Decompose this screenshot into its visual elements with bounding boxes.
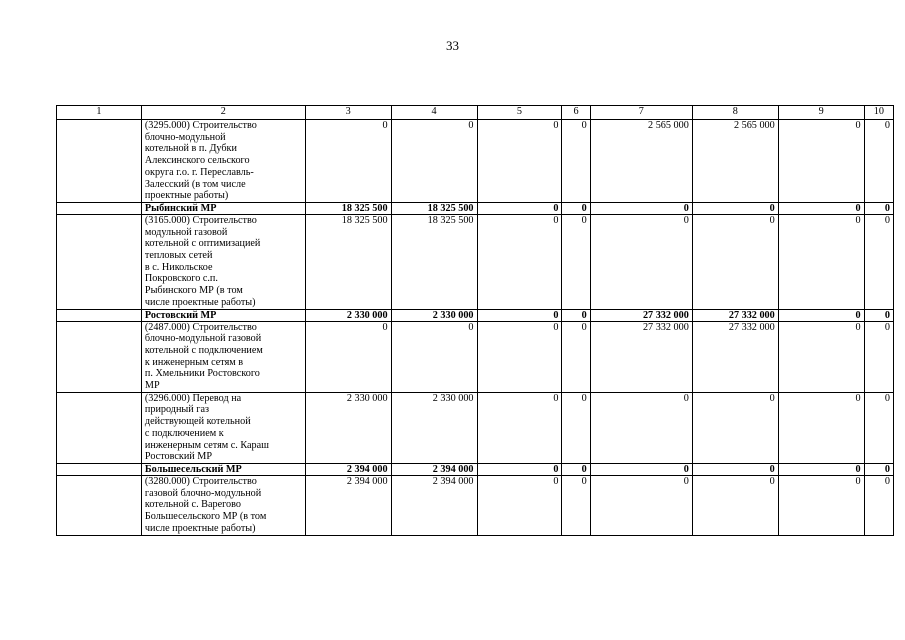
amount-cell-col3: 2 394 000 [305,463,391,475]
amount-cell-col10: 0 [864,309,893,321]
object-description-cell: (3280.000) Строительство газовой блочно-модульной котельной с. Варегово Большесельского МР (в том числе проектные работы) [141,475,305,535]
column-header-10: 10 [864,106,893,120]
index-cell [57,309,142,321]
amount-cell-col6: 0 [562,309,590,321]
index-cell [57,321,142,392]
amount-cell-col4: 0 [391,120,477,203]
index-cell [57,475,142,535]
table-row [57,392,894,463]
table-body [57,120,894,536]
table-row [57,120,894,203]
amount-cell-col8: 0 [692,392,778,463]
column-header-6: 6 [562,106,590,120]
amount-cell-col8: 27 332 000 [692,309,778,321]
index-cell [57,392,142,463]
amount-cell-col8: 0 [692,214,778,309]
amount-cell-col5: 0 [477,475,562,535]
amount-cell-col9: 0 [778,309,864,321]
group-row [57,309,894,321]
amount-cell-col5: 0 [477,392,562,463]
amount-cell-col4: 2 330 000 [391,392,477,463]
column-header-8: 8 [692,106,778,120]
amount-cell-col9: 0 [778,475,864,535]
amount-cell-col6: 0 [562,120,590,203]
column-header-7: 7 [590,106,692,120]
amount-cell-col7: 0 [590,214,692,309]
amount-cell-col3: 2 330 000 [305,392,391,463]
amount-cell-col7: 0 [590,463,692,475]
column-header-3: 3 [305,106,391,120]
object-description-cell: Рыбинский МР [141,202,305,214]
amount-cell-col4: 2 394 000 [391,475,477,535]
amount-cell-col7: 2 565 000 [590,120,692,203]
amount-cell-col6: 0 [562,475,590,535]
amount-cell-col7: 0 [590,392,692,463]
table-row [57,214,894,309]
amount-cell-col4: 0 [391,321,477,392]
amount-cell-col3: 18 325 500 [305,214,391,309]
amount-cell-col5: 0 [477,309,562,321]
table-header [57,106,894,120]
amount-cell-col4: 2 330 000 [391,309,477,321]
amount-cell-col5: 0 [477,321,562,392]
amount-cell-col7: 27 332 000 [590,309,692,321]
amount-cell-col9: 0 [778,202,864,214]
amount-cell-col6: 0 [562,463,590,475]
object-description-cell: (3296.000) Перевод на природный газ действующей котельной с подключением к инженерным сетям с. Караш Ростовский МР [141,392,305,463]
page-number: 33 [446,38,459,53]
budget-table [56,105,894,536]
index-cell [57,463,142,475]
amount-cell-col6: 0 [562,392,590,463]
amount-cell-col6: 0 [562,202,590,214]
amount-cell-col10: 0 [864,214,893,309]
amount-cell-col10: 0 [864,475,893,535]
object-description-cell: (3295.000) Строительство блочно-модульной котельной в п. Дубки Алексинского сельского округа г.о. г. Переславль- Залесский (в том числе проектные работы) [141,120,305,203]
column-header-1: 1 [57,106,142,120]
amount-cell-col10: 0 [864,321,893,392]
amount-cell-col10: 0 [864,392,893,463]
amount-cell-col3: 2 394 000 [305,475,391,535]
amount-cell-col8: 2 565 000 [692,120,778,203]
table-row [57,321,894,392]
amount-cell-col4: 18 325 500 [391,202,477,214]
amount-cell-col8: 27 332 000 [692,321,778,392]
amount-cell-col5: 0 [477,214,562,309]
amount-cell-col5: 0 [477,202,562,214]
index-cell [57,202,142,214]
column-header-9: 9 [778,106,864,120]
amount-cell-col5: 0 [477,120,562,203]
header-row [57,106,894,120]
amount-cell-col6: 0 [562,214,590,309]
index-cell [57,120,142,203]
amount-cell-col8: 0 [692,463,778,475]
column-header-2: 2 [141,106,305,120]
object-description-cell: Ростовский МР [141,309,305,321]
amount-cell-col10: 0 [864,202,893,214]
amount-cell-col4: 18 325 500 [391,214,477,309]
amount-cell-col9: 0 [778,214,864,309]
amount-cell-col9: 0 [778,463,864,475]
amount-cell-col9: 0 [778,392,864,463]
amount-cell-col10: 0 [864,120,893,203]
amount-cell-col3: 18 325 500 [305,202,391,214]
amount-cell-col7: 0 [590,475,692,535]
amount-cell-col9: 0 [778,321,864,392]
amount-cell-col8: 0 [692,202,778,214]
column-header-4: 4 [391,106,477,120]
object-description-cell: Большесельский МР [141,463,305,475]
amount-cell-col8: 0 [692,475,778,535]
amount-cell-col3: 0 [305,120,391,203]
amount-cell-col3: 2 330 000 [305,309,391,321]
amount-cell-col6: 0 [562,321,590,392]
amount-cell-col5: 0 [477,463,562,475]
amount-cell-col4: 2 394 000 [391,463,477,475]
amount-cell-col10: 0 [864,463,893,475]
object-description-cell: (3165.000) Строительство модульной газовой котельной с оптимизацией тепловых сетей в с. Никольское Покровского с.п. Рыбинского МР (в том числе проектные работы) [141,214,305,309]
amount-cell-col9: 0 [778,120,864,203]
table-row [57,475,894,535]
object-description-cell: (2487.000) Строительство блочно-модульной газовой котельной с подключением к инженерным сетям в п. Хмельники Ростовского МР [141,321,305,392]
amount-cell-col3: 0 [305,321,391,392]
amount-cell-col7: 27 332 000 [590,321,692,392]
group-row [57,202,894,214]
index-cell [57,214,142,309]
amount-cell-col7: 0 [590,202,692,214]
group-row [57,463,894,475]
column-header-5: 5 [477,106,562,120]
